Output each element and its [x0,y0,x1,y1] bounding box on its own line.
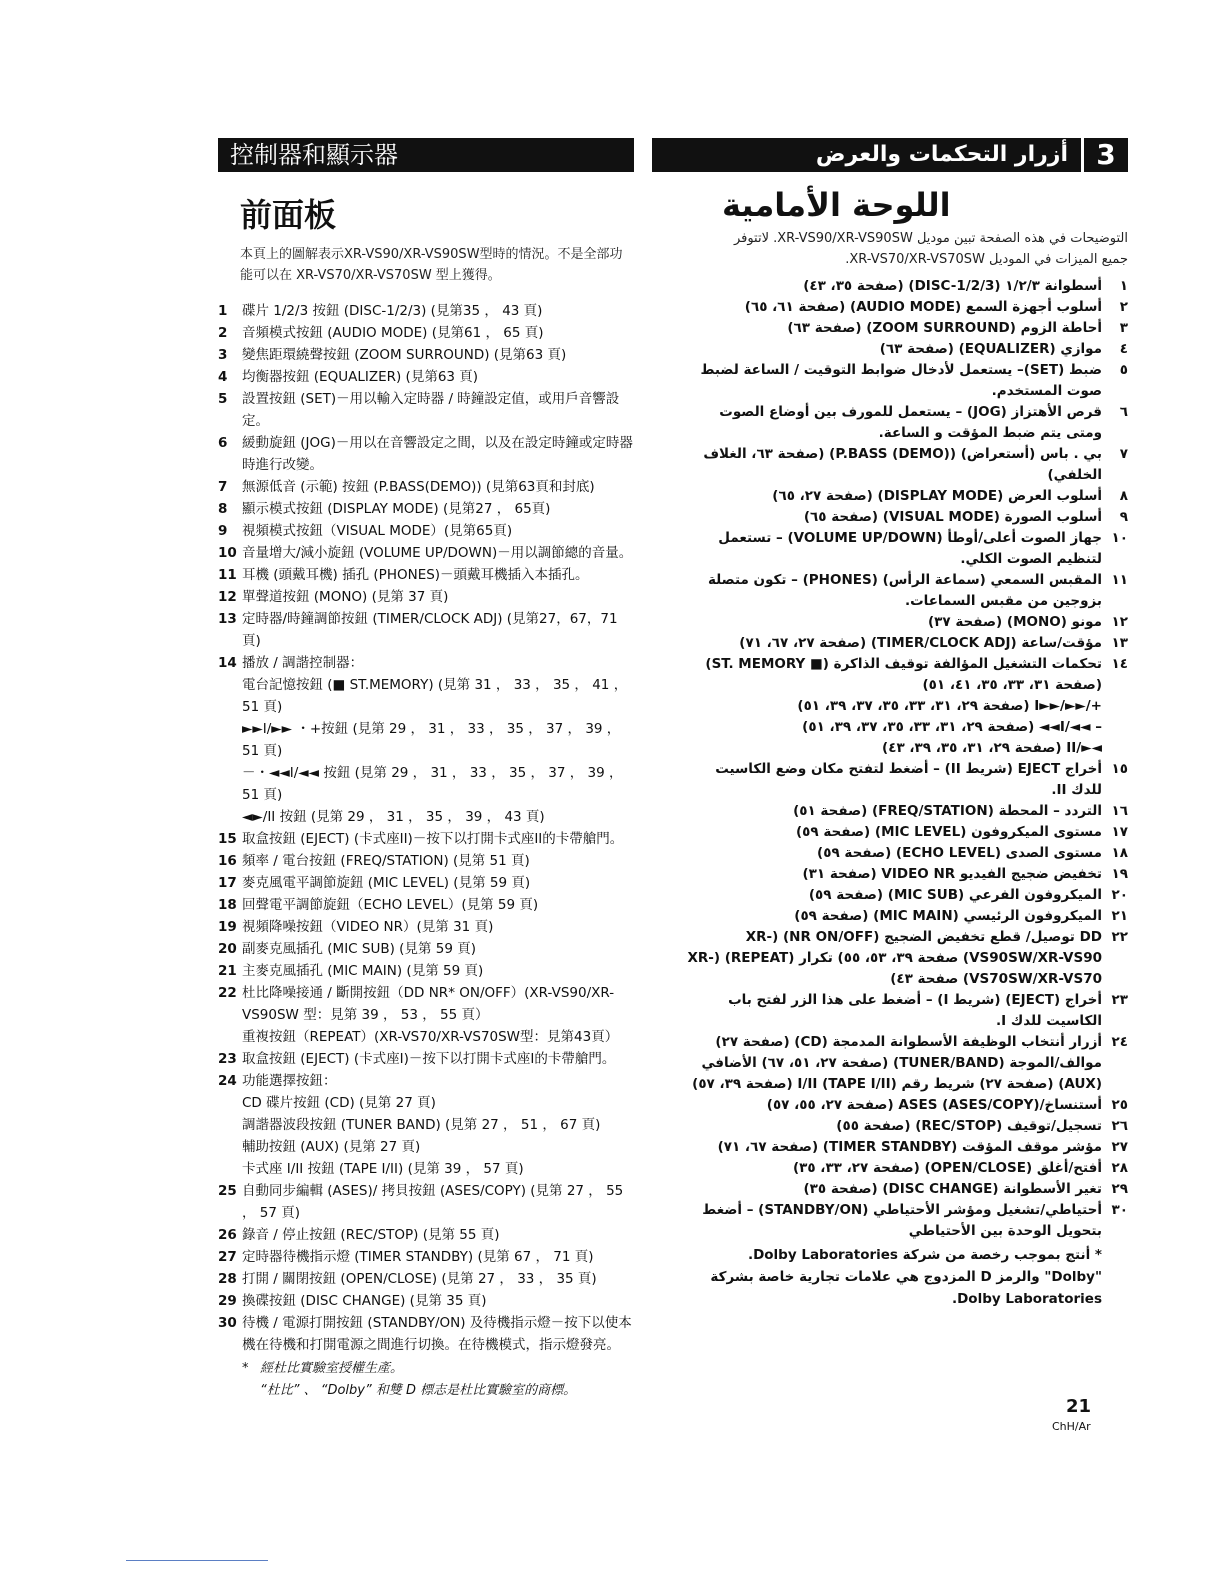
list-item [652,1095,1128,1116]
list-item [218,388,634,432]
item-text: 麥克風電平調節旋鈕 (MIC LEVEL) (見第 59 頁) [242,875,531,891]
item-text: أزرار أنتخاب الوظيفة الأسطوانة المدمجة (CD) (صفحة ٢٧) موالف/الموجة (TUNER/BAND) (صفحة ٢٧، ٥١، ٦٧) الأضافي (AUX) (صفحة ٢٧) شريط رقم I/II (TAPE I/II) (صفحة ٣٩، ٥٧) [692,1034,1102,1092]
item-number: ٢٨ [1111,1160,1128,1176]
list-item [652,633,1128,654]
footnote-ar-1: * أنتج بموجب رخصة من شركة Dolby Laboratories. [747,1247,1102,1263]
item-number: ١٤ [1111,656,1128,672]
item-number: 22 [218,985,237,1001]
list-item [218,1290,634,1312]
item-number: 14 [218,655,237,671]
item-text: مؤشر موقف المؤقت (TIMER STANDBY) (صفحة ٦٧، ٧١) [717,1139,1102,1155]
list-item [652,801,1128,822]
item-text: مستوى الصدى (ECHO LEVEL) (صفحة ٥٩) [817,845,1102,861]
item-text: 均衡器按鈕 (EQUALIZER) (見第63 頁) [242,369,479,385]
list-item [652,570,1128,612]
item-number: 9 [218,523,228,539]
list-item [218,982,634,1048]
item-number: 29 [218,1293,237,1309]
list-item [218,476,634,498]
item-number: 7 [218,479,228,495]
item-number: 12 [218,589,237,605]
item-text: 頻率 / 電台按鈕 (FREQ/STATION) (見第 51 頁) [242,853,530,869]
item-text: ◄►/II 按鈕 (見第 29 ， 31 ， 35 ， 39 ， 43 頁) [242,809,545,825]
list-item [652,864,1128,885]
list-item [218,608,634,652]
list-item [652,696,1128,717]
item-text: 音頻模式按鈕 (AUDIO MODE) (見第61 ， 65 頁) [242,325,544,341]
item-number: ٢٣ [1111,992,1128,1008]
item-text: 換碟按鈕 (DISC CHANGE) (見第 35 頁) [242,1293,487,1309]
item-number: ٢٢ [1111,929,1128,945]
item-text: 電台記憶按鈕 (■ ST.MEMORY) (見第 31 ， 33 ， 35 ， 41 ， 51 頁) [242,677,628,715]
item-number: 13 [218,611,237,627]
page-title-arabic: اللوحة الأمامية [722,186,951,224]
list-item [218,1048,634,1070]
list-item [652,990,1128,1032]
item-number: 21 [218,963,237,979]
item-text: أفتح/أغلق (OPEN/CLOSE) (صفحة ٢٧، ٣٣، ٣٥) [792,1160,1102,1176]
item-number: ٢٩ [1111,1181,1128,1197]
item-number: ٣٠ [1111,1202,1128,1218]
item-text: 錄音 / 停止按鈕 (REC/STOP) (見第 55 頁) [242,1227,500,1243]
chapter-number: 3 [1081,138,1128,172]
list-item [652,738,1128,759]
item-text: 單聲道按鈕 (MONO) (見第 37 頁) [242,589,449,605]
list-item [652,276,1128,297]
item-number: 5 [218,391,228,407]
item-text: 無源低音 (示範) 按鈕 (P.BASS(DEMO)) (見第63頁和封底) [242,479,595,495]
intro-text-arabic: التوضيحات في هذه الصفحة تبين موديل XR-VS90/XR-VS90SW. لاتتوفر جميع الميزات في الموديل XR-VS70/XR-VS70SW. [733,231,1128,267]
item-text: تحكمات التشغيل المؤالفة توقيف الذاكرة (■ ST. MEMORY) (صفحة ٣١، ٣٣، ٣٥، ٤١، ٥١) [705,656,1102,693]
item-text: 視頻降噪按鈕（VIDEO NR）(見第 31 頁) [242,919,494,935]
item-number: 30 [218,1315,237,1331]
item-text: 碟片 1/2/3 按鈕 (DISC-1/2/3) (見第35 ， 43 頁) [242,303,543,319]
item-text: 變焦距環繞聲按鈕 (ZOOM SURROUND) (見第63 頁) [242,347,567,363]
item-number: ٦ [1119,404,1128,420]
item-text: الميكروفون الفرعي (MIC SUB) (صفحة ٥٩) [808,887,1102,903]
item-number: ١٨ [1111,845,1128,861]
list-item [652,822,1128,843]
item-text: 自動同步編輯 (ASES)/ 拷貝按鈕 (ASES/COPY) (見第 27 ， 55 ， 57 頁) [242,1183,624,1221]
item-text: أستنساخ/ASES (ASES/COPY) (صفحة ٢٧، ٥٥، ٥٧) [766,1097,1102,1113]
item-number: 27 [218,1249,237,1265]
list-item [652,927,1128,990]
item-number: ٢١ [1111,908,1128,924]
item-text: ◄►/II (صفحة ٢٩، ٣١، ٣٥، ٣٩، ٤٣) [882,740,1102,756]
item-number: ٢٠ [1111,887,1128,903]
list-item [218,542,634,564]
item-text: 重複按鈕（REPEAT）(XR-VS70/XR-VS70SW型：見第43頁） [242,1029,619,1045]
item-number: 26 [218,1227,237,1243]
list-item [652,654,1128,696]
item-number: ٢٤ [1111,1034,1128,1050]
item-text: 緩動旋鈕 (JOG)－用以在音響設定之間，以及在設定時鐘或定時器時進行改變。 [242,435,633,473]
item-text: جهاز الصوت أعلى/أوطأ (VOLUME UP/DOWN) – تستعمل لتنظيم الصوت الكلي. [718,530,1102,567]
list-item [218,1312,634,1356]
item-text: 輔助按鈕 (AUX) (見第 27 頁) [242,1139,421,1155]
item-text: 打開 / 關閉按鈕 (OPEN/CLOSE) (見第 27 ， 33 ， 35 頁) [242,1271,597,1287]
list-item [218,1180,634,1224]
item-number: ٥ [1119,362,1128,378]
footnote-1: 經杜比實驗室授權生產。 [260,1361,404,1376]
footnote-2: “杜比” 、 “Dolby” 和雙 D 標志是杜比實驗室的商標。 [260,1383,577,1398]
list-item [652,1200,1128,1242]
list-item [652,1179,1128,1200]
list-item [652,360,1128,402]
item-number: ٤ [1119,341,1128,357]
item-text: 設置按鈕 (SET)－用以輸入定時器 / 時鐘設定值，或用戶音響設定。 [242,391,620,429]
item-text: أخراج EJECT (شريط II) – أضغط لتفتح مكان وضع الكاسيت للدك II. [715,761,1102,798]
item-text: – ◄◄/I◄◄ (صفحة ٢٩، ٣١، ٣٣، ٣٥، ٣٧، ٣٩، ٥١) [802,719,1102,735]
list-item [652,717,1128,738]
list-item [652,1137,1128,1158]
list-item [652,612,1128,633]
item-number: ١٢ [1111,614,1128,630]
item-text: 卡式座 I/II 按鈕 (TAPE I/II) (見第 39 ， 57 頁) [242,1161,524,1177]
list-item [218,652,634,828]
item-number: ٢٧ [1111,1139,1128,1155]
item-text: قرص الأهتزاز (JOG) – يستعمل للمورف بين أوضاع الصوت ومتى يتم ضبط المؤقت و الساعة. [719,404,1102,441]
item-number: ١٧ [1111,824,1128,840]
item-text: تغير الأسطوانة (DISC CHANGE) (صفحة ٣٥) [803,1181,1102,1197]
list-item [218,1268,634,1290]
item-text: 調諧器波段按鈕 (TUNER BAND) (見第 27 ， 51 ， 67 頁) [242,1117,601,1133]
list-item [218,1224,634,1246]
item-text: 回聲電平調節旋鈕（ECHO LEVEL）(見第 59 頁) [242,897,539,913]
item-text: المقبس السمعي (سماعة الرأس) (PHONES) – تكون متصلة بزوجين من مقبس السماعات. [707,572,1102,609]
section-header-chinese: 控制器和顯示器 [218,138,634,172]
item-text: أسلوب العرض (DISPLAY MODE) (صفحة ٢٧، ٦٥) [772,488,1102,504]
item-text: أخراج (EJECT) (شريط I) – أضغط على هذا الزر لفتح باب الكاسيت للدك I. [728,992,1102,1029]
item-number: 10 [218,545,237,561]
item-number: ١٩ [1111,866,1128,882]
item-number: 23 [218,1051,237,1067]
item-text: －・◄◄I/◄◄ 按鈕 (見第 29 ， 31 ， 33 ， 35 ， 37 ， 39 ， 51 頁) [242,765,623,803]
item-text: أسلوب أجهزة السمع (AUDIO MODE) (صفحة ٦١، ٦٥) [744,299,1102,315]
item-text: 耳機 (頭戴耳機) 插孔 (PHONES)－頭戴耳機插入本插孔。 [242,567,589,583]
footnotes-arabic [652,1244,1128,1310]
page-code: ChH/Ar [1052,1420,1091,1433]
item-text: 副麥克風插孔 (MIC SUB) (見第 59 頁) [242,941,476,957]
item-number: 28 [218,1271,237,1287]
list-item [218,916,634,938]
item-text: أحتياطي/تشغيل ومؤشر الأحتياطي (STANDBY/ON) – أضغط بتحويل الوحدة بين الأحتياطي [702,1202,1102,1239]
list-item [218,586,634,608]
list-item [652,339,1128,360]
item-text: التردد – المحطة (FREQ/STATION) (صفحة ٥١) [793,803,1102,819]
item-text: 視頻模式按鈕（VISUAL MODE）(見第65頁) [242,523,513,539]
arabic-column [652,138,1128,1310]
item-number: ٢ [1119,299,1128,315]
footnote-ar-2: "Dolby" والرمز D المزدوج هي علامات تجارية خاصة بشركة Dolby Laboratories. [710,1269,1102,1307]
item-text: 音量增大/減小旋鈕 (VOLUME UP/DOWN)－用以調節總的音量。 [242,545,633,561]
item-text: موازي (EQUALIZER) (صفحة ٦٣) [879,341,1102,357]
item-number: 19 [218,919,237,935]
list-item [218,1070,634,1180]
item-number: ١١ [1111,572,1128,588]
chinese-column [218,138,634,1402]
item-number: 18 [218,897,237,913]
item-text: بي . باس (أستعراض) (P.BASS (DEMO)) (صفحة ٦٣، الغلاف الخلفي) [703,446,1102,483]
item-text: تخفيض ضجيج الفيديو VIDEO NR (صفحة ٣١) [802,866,1102,882]
item-text: 定時器/時鐘調節按鈕 (TIMER/CLOCK ADJ) (見第27，67，71頁) [242,611,618,649]
list-item [652,402,1128,444]
item-number: 25 [218,1183,237,1199]
item-number: ٢٦ [1111,1118,1128,1134]
list-item [652,759,1128,801]
item-number: 11 [218,567,237,583]
list-item [218,1246,634,1268]
item-number: 20 [218,941,237,957]
list-item [652,1116,1128,1137]
list-item [652,843,1128,864]
section-header-arabic-text: أزرار التحكمات والعرض [815,142,1068,167]
item-text: 功能選擇按鈕： [242,1073,337,1089]
item-text: 取盒按鈕 (EJECT) (卡式座II)－按下以打開卡式座II的卡帶艙門。 [242,831,624,847]
item-text: تسجيل/توقيف (REC/STOP) (صفحة ٥٥) [836,1118,1102,1134]
list-item [652,1158,1128,1179]
item-number: 15 [218,831,237,847]
item-number: 17 [218,875,237,891]
item-number: 3 [218,347,228,363]
item-number: ١٦ [1111,803,1128,819]
item-text: مونو (MONO) (صفحة ٣٧) [928,614,1102,630]
list-item [218,872,634,894]
item-number: ٩ [1119,509,1128,525]
list-item [218,300,634,322]
list-item [652,885,1128,906]
item-text: 待機 / 電源打開按鈕 (STANDBY/ON) 及待機指示燈－按下以使本機在待機和打開電源之間進行切換。在待機模式，指示燈發亮。 [242,1315,632,1353]
item-number: 8 [218,501,228,517]
item-text: CD 碟片按鈕 (CD) (見第 27 頁) [242,1095,436,1111]
item-text: ►►I/►► ・+按鈕 (見第 29 ， 31 ， 33 ， 35 ， 37 ， 39 ， 51 頁) [242,721,621,759]
list-item [218,432,634,476]
item-text: 主麥克風插孔 (MIC MAIN) (見第 59 頁) [242,963,484,979]
item-number: ٣ [1119,320,1128,336]
list-item [218,850,634,872]
list-item [652,906,1128,927]
list-item [218,960,634,982]
list-item [218,828,634,850]
item-text: 杜比降噪接通 / 斷開按鈕（DD NR* ON/OFF）(XR-VS90/XR-VS90SW 型：見第 39 ， 53 ， 55 頁） [242,985,615,1023]
item-text: DD توصيل/ قطع تخفيض الضجيج (NR ON/OFF) (XR-VS90SW/XR-VS90) صفحة ٣٩، ٥٣، ٥٥) تكرار (REPEAT) (XR-VS70SW/XR-VS70) صفحة ٤٣) [687,929,1102,987]
item-number: 16 [218,853,237,869]
item-number: 2 [218,325,228,341]
item-text: مستوى الميكروفون (MIC LEVEL) (صفحة ٥٩) [796,824,1102,840]
page-number: 21 [1066,1396,1092,1417]
item-number: 24 [218,1073,237,1089]
list-item [218,366,634,388]
list-item [652,444,1128,486]
footnotes-chinese: * 經杜比實驗室授權生產。 “杜比” 、 “Dolby” 和雙 D 標志是杜比實驗室的商標。 [242,1358,634,1402]
list-item [218,520,634,542]
list-item [218,564,634,586]
page-title-chinese: 前面板 [240,196,337,234]
item-text: مؤقت/ساعة (TIMER/CLOCK ADJ) (صفحة ٢٧، ٦٧، ٧١) [739,635,1102,651]
item-number: ١ [1119,278,1128,294]
list-item [652,318,1128,339]
control-list-chinese [218,300,634,1356]
item-number: ١٠ [1111,530,1128,546]
list-item [652,297,1128,318]
list-item [218,938,634,960]
item-text: +/►►/►►I (صفحة ٢٩، ٣١، ٣٣، ٣٥، ٣٧، ٣٩، ٥١) [797,698,1102,714]
item-number: ٧ [1119,446,1128,462]
item-text: 取盒按鈕 (EJECT) (卡式座I)－按下以打開卡式座I的卡帶艙門。 [242,1051,616,1067]
list-item [218,322,634,344]
item-number: ٨ [1119,488,1128,504]
item-text: أسلوب الصورة (VISUAL MODE) (صفحة ٦٥) [803,509,1102,525]
list-item [218,344,634,366]
item-text: الميكروفون الرئيسي (MIC MAIN) (صفحة ٥٩) [794,908,1102,924]
intro-text-chinese: 本頁上的圖解表示XR-VS90/XR-VS90SW型時的情況。不是全部功能可以在 XR-VS70/XR-VS70SW 型上獲得。 [240,247,623,283]
list-item [652,486,1128,507]
item-number: ١٣ [1111,635,1128,651]
item-text: 顯示模式按鈕 (DISPLAY MODE) (見第27 ， 65頁) [242,501,551,517]
item-text: 播放 / 調諧控制器： [242,655,364,671]
item-text: ضبط (SET)– يستعمل لأدخال ضوابط التوقيت / الساعة لضبط صوت المستخدم. [700,362,1102,399]
list-item [218,498,634,520]
control-list-arabic [652,276,1128,1242]
list-item [652,507,1128,528]
section-header-arabic [652,138,1128,172]
item-number: ٢٥ [1111,1097,1128,1113]
item-number: 6 [218,435,228,451]
item-text: أسطوانة ١/٢/٣ (DISC-1/2/3) (صفحة ٣٥، ٤٣) [803,278,1102,294]
list-item [218,894,634,916]
footer-divider [126,1560,268,1561]
item-number: 1 [218,303,228,319]
list-item [652,528,1128,570]
item-number: 4 [218,369,228,385]
item-text: 定時器待機指示燈 (TIMER STANDBY) (見第 67 ， 71 頁) [242,1249,594,1265]
list-item [652,1032,1128,1095]
item-number: ١٥ [1111,761,1128,777]
item-text: أحاطة الزوم (ZOOM SURROUND) (صفحة ٦٣) [787,320,1102,336]
